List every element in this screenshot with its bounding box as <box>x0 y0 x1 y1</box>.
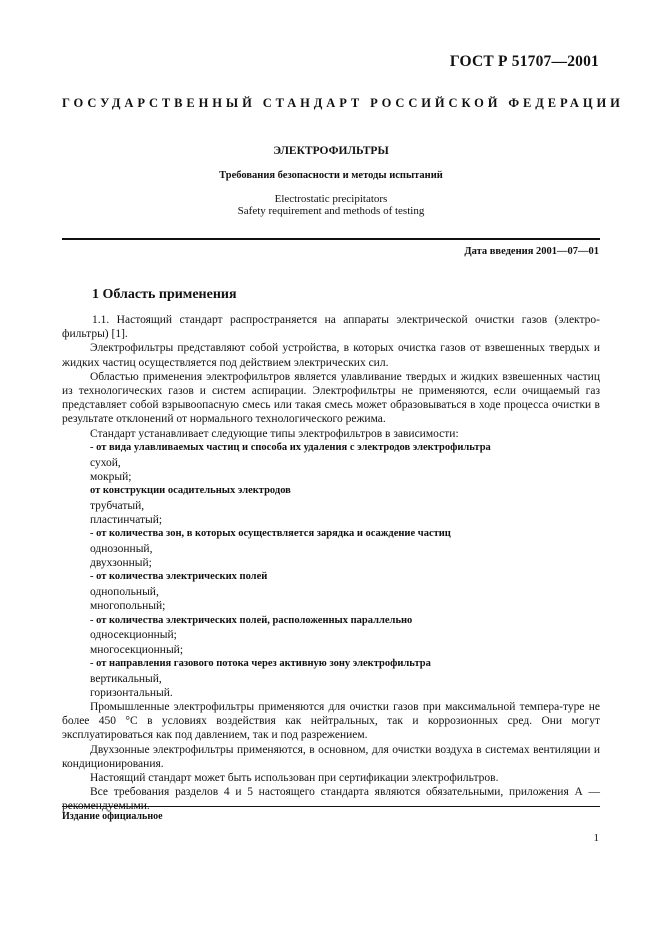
list-item: горизонтальный. <box>90 686 173 699</box>
header-divider <box>62 238 600 240</box>
list-item: многосекционный; <box>90 643 184 656</box>
list-item: односекционный; <box>90 629 177 642</box>
paragraph-two-zone: Двухзонные электрофильтры применяются, в основном, для очистки воздуха в системах вентиляции и кондиционирования. <box>62 743 600 770</box>
section-body <box>62 313 600 814</box>
document-title: ЭЛЕКТРОФИЛЬТРЫ <box>273 145 389 157</box>
paragraph-1-1: 1.1. Настоящий стандарт распространяется на аппараты электрической очистки газов (электро-фильтры) [1]. <box>62 314 600 341</box>
list-item: однозонный, <box>90 543 153 556</box>
effective-date: Дата введения 2001—07—01 <box>464 246 599 257</box>
paragraph-industrial: Промышленные электрофильтры применяются для очистки газов при максимальной темпера-туре не более 450 °С в условиях воздействия как нейтральных, так и коррозионных сред. Они могут эксплуатироваться как под давлением, так и под разрежением. <box>62 701 600 742</box>
page-number: 1 <box>593 832 599 844</box>
document-subtitle: Требования безопасности и методы испытаний <box>219 170 443 181</box>
criterion-zones: - от количества зон, в которых осуществляется зарядка и осаждение частиц <box>90 528 451 540</box>
list-item: однопольный, <box>90 586 159 599</box>
english-title-line-2: Safety requirement and methods of testing <box>237 205 425 217</box>
list-item: сухой, <box>90 456 121 469</box>
paragraph-certification: Настоящий стандарт может быть использован при сертификации электрофильтров. <box>90 772 499 785</box>
criterion-parallel-fields: - от количества электрических полей, расположенных параллельно <box>90 614 413 626</box>
paragraph-definition: Электрофильтры представляют собой устройства, в которых очистка газов от взвешенных твердых и жидких частиц осуществляется под действием электрических сил. <box>62 342 600 369</box>
english-title-line-1: Electrostatic precipitators <box>274 193 388 205</box>
gost-code: ГОСТ Р 51707—2001 <box>449 53 599 70</box>
list-item: мокрый; <box>90 470 132 483</box>
list-item: вертикальный, <box>90 672 162 685</box>
list-item: трубчатый, <box>90 499 145 512</box>
list-item: пластинчатый; <box>90 514 163 527</box>
list-item: двухзонный; <box>90 557 152 570</box>
criterion-particle-type: - от вида улавливаемых частиц и способа их удаления с электродов электрофильтра <box>90 441 491 453</box>
criterion-fields: - от количества электрических полей <box>90 571 268 583</box>
paragraph-application: Областью применения электрофильтров является улавливание твердых и жидких взвешенных частиц из технологических газов и систем аспирации. Электрофильтры не применяются, если очищаемый газ представляет собой взрывоопасную смесь или такая смесь может образовываться в ходе процесса очистки в результате отклонений от нормального технологического режима. <box>62 370 600 426</box>
criterion-electrode-design: от конструкции осадительных электродов <box>90 485 291 497</box>
paragraph-requirements: Все требования разделов 4 и 5 настоящего стандарта являются обязательными, приложения А — рекомендуемыми. <box>62 786 600 813</box>
criterion-gas-flow: - от направления газового потока через активную зону электрофильтра <box>90 657 431 669</box>
section-heading: 1 Область применения <box>92 287 237 302</box>
edition-note: Издание официальное <box>62 811 163 822</box>
list-item: многопольный; <box>90 600 166 613</box>
paragraph-types-intro: Стандарт устанавливает следующие типы электрофильтров в зависимости: <box>90 427 459 440</box>
state-standard-banner: ГОСУДАРСТВЕННЫЙ СТАНДАРТ РОССИЙСКОЙ ФЕДЕРАЦИИ <box>62 96 624 110</box>
footer-divider <box>62 806 600 807</box>
